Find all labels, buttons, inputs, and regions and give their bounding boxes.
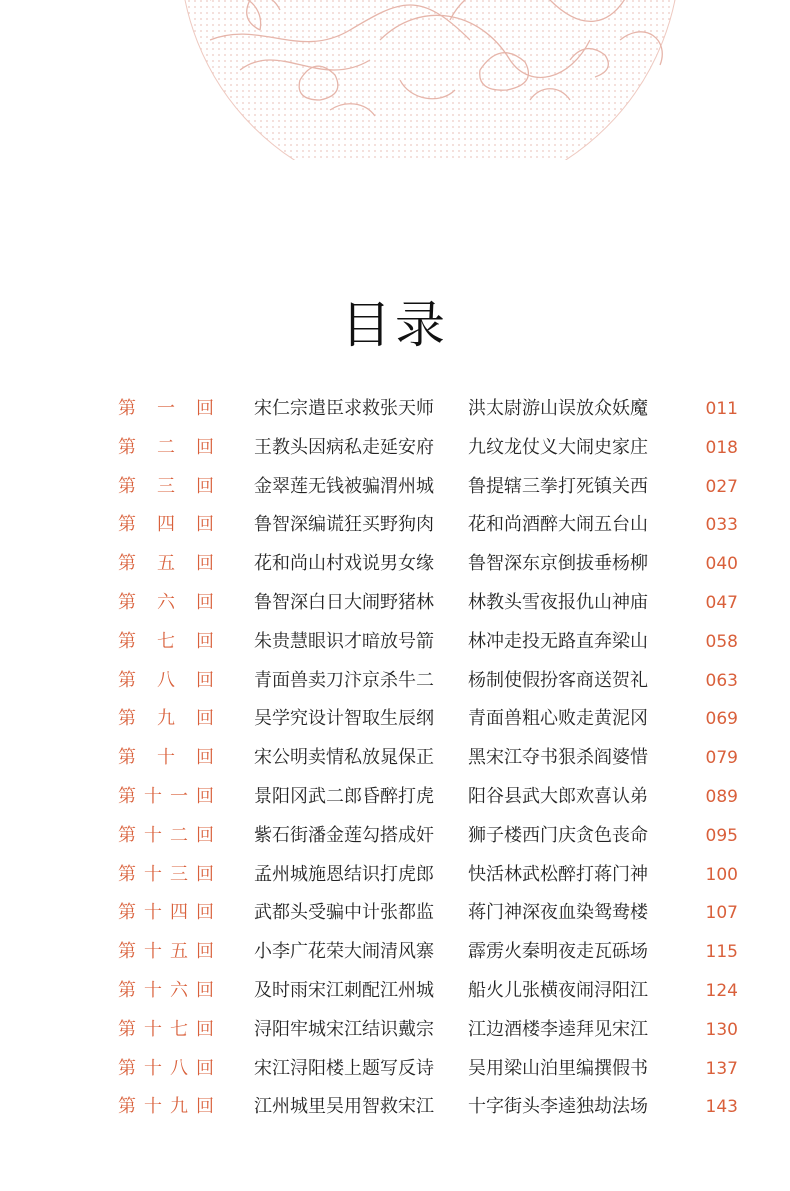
toc-row <box>0 1011 790 1050</box>
page-number: 115 <box>705 942 738 963</box>
page-title: 目录 <box>341 296 449 354</box>
chapter-number-char: 回 <box>196 747 214 769</box>
chapter-title-first: 及时雨宋江刺配江州城 <box>254 979 434 1001</box>
chapter-number-char: 七 <box>157 630 175 652</box>
page-number: 058 <box>705 631 738 652</box>
toc-row <box>0 545 790 584</box>
page-number: 018 <box>705 437 738 458</box>
chapter-number <box>116 933 216 972</box>
chapter-number <box>116 390 216 429</box>
chapter-number-char: 十 <box>144 863 162 885</box>
chapter-number-char: 第 <box>118 979 136 1001</box>
chapter-title-first: 孟州城施恩结识打虎郎 <box>254 863 434 885</box>
chapter-title-first: 宋公明卖情私放晁保正 <box>254 747 434 769</box>
chapter-number <box>116 817 216 856</box>
toc-row <box>0 1050 790 1089</box>
chapter-number <box>116 739 216 778</box>
chapter-number-char: 回 <box>196 436 214 458</box>
chapter-number-char: 第 <box>118 824 136 846</box>
chapter-title-second: 杨制使假扮客商送贺礼 <box>468 669 648 691</box>
chapter-number-char: 第 <box>118 941 136 963</box>
chapter-number-char: 回 <box>196 630 214 652</box>
chapter-number-char: 第 <box>118 436 136 458</box>
page-number: 095 <box>705 825 738 846</box>
chapter-number-char: 第 <box>118 1018 136 1040</box>
chapter-title-second: 十字街头李逵独劫法场 <box>468 1096 648 1118</box>
chapter-number-char: 回 <box>196 669 214 691</box>
chapter-title-first: 朱贵慧眼识才暗放号箭 <box>254 630 434 652</box>
chapter-number <box>116 778 216 817</box>
chapter-number-char: 第 <box>118 785 136 807</box>
toc-row <box>0 429 790 468</box>
chapter-number-char: 十 <box>144 1018 162 1040</box>
chapter-number-char: 回 <box>196 553 214 575</box>
chapter-number-char: 五 <box>170 941 188 963</box>
chapter-number-char: 第 <box>118 591 136 613</box>
page-number: 040 <box>705 554 738 575</box>
chapter-number-char: 十 <box>144 979 162 1001</box>
chapter-number-char: 第 <box>118 1096 136 1118</box>
chapter-title-second: 阳谷县武大郎欢喜认弟 <box>468 785 648 807</box>
table-of-contents <box>0 390 790 1127</box>
chapter-title-second: 船火儿张横夜闹浔阳江 <box>468 979 648 1001</box>
chapter-number-char: 回 <box>196 475 214 497</box>
chapter-number-char: 回 <box>196 1096 214 1118</box>
page-number: 033 <box>705 515 738 536</box>
toc-row <box>0 933 790 972</box>
page-number: 130 <box>705 1019 738 1040</box>
chapter-number <box>116 894 216 933</box>
page-number: 011 <box>705 399 738 419</box>
chapter-title-first: 宋仁宗遣臣求救张天师 <box>254 398 434 419</box>
chapter-number-char: 一 <box>157 398 175 419</box>
chapter-number-char: 十 <box>144 902 162 924</box>
toc-row <box>0 468 790 507</box>
chapter-number-char: 五 <box>157 553 175 575</box>
chapter-title-first: 花和尚山村戏说男女缘 <box>254 553 434 575</box>
chapter-number-char: 回 <box>196 902 214 924</box>
chapter-number <box>116 429 216 468</box>
chapter-number-char: 十 <box>157 747 175 769</box>
chapter-title-second: 鲁提辖三拳打死镇关西 <box>468 475 648 497</box>
toc-row <box>0 584 790 623</box>
chapter-number-char: 八 <box>170 1057 188 1079</box>
toc-row <box>0 894 790 933</box>
chapter-number <box>116 506 216 545</box>
page-number: 124 <box>705 980 738 1001</box>
toc-row <box>0 972 790 1011</box>
chapter-number-char: 回 <box>196 863 214 885</box>
chapter-number-char: 九 <box>157 708 175 730</box>
chapter-number-char: 第 <box>118 630 136 652</box>
chapter-number-char: 回 <box>196 398 214 419</box>
chapter-title-second: 快活林武松醉打蒋门神 <box>468 863 648 885</box>
chapter-number-char: 十 <box>144 824 162 846</box>
chapter-number-char: 十 <box>144 785 162 807</box>
chapter-title-first: 鲁智深白日大闹野猪林 <box>254 591 434 613</box>
chapter-title-second: 林教头雪夜报仇山神庙 <box>468 591 648 613</box>
chapter-number-char: 一 <box>170 785 188 807</box>
chapter-number-char: 二 <box>170 824 188 846</box>
toc-row <box>0 739 790 778</box>
chapter-number <box>116 468 216 507</box>
chapter-title-second: 九纹龙仗义大闹史家庄 <box>468 436 648 458</box>
chapter-number-char: 回 <box>196 1057 214 1079</box>
chapter-number-char: 十 <box>144 1057 162 1079</box>
chapter-number-char: 回 <box>196 1018 214 1040</box>
chapter-number-char: 第 <box>118 514 136 536</box>
chapter-title-first: 金翠莲无钱被骗渭州城 <box>254 475 434 497</box>
chapter-number-char: 回 <box>196 591 214 613</box>
chapter-title-second: 蒋门神深夜血染鸳鸯楼 <box>468 902 648 924</box>
chapter-number-char: 第 <box>118 398 136 419</box>
chapter-title-second: 花和尚酒醉大闹五台山 <box>468 514 648 536</box>
chapter-number-char: 七 <box>170 1018 188 1040</box>
chapter-number-char: 第 <box>118 553 136 575</box>
chapter-number-char: 十 <box>144 1096 162 1118</box>
chapter-title-second: 狮子楼西门庆贪色丧命 <box>468 824 648 846</box>
chapter-number-char: 六 <box>157 591 175 613</box>
chapter-number-char: 十 <box>144 941 162 963</box>
chapter-title-first: 武都头受骗中计张都监 <box>254 902 434 924</box>
chapter-number-char: 回 <box>196 708 214 730</box>
chapter-number <box>116 700 216 739</box>
toc-row <box>0 856 790 895</box>
chapter-title-first: 青面兽卖刀汴京杀牛二 <box>254 669 434 691</box>
chapter-title-first: 鲁智深编谎狂买野狗肉 <box>254 514 434 536</box>
toc-row <box>0 817 790 856</box>
chapter-number-char: 四 <box>170 902 188 924</box>
chapter-title-second: 洪太尉游山误放众妖魔 <box>468 398 648 419</box>
chapter-title-first: 小李广花荣大闹清风寨 <box>254 941 434 963</box>
chapter-number <box>116 623 216 662</box>
chapter-title-second: 霹雳火秦明夜走瓦砾场 <box>468 941 648 963</box>
chapter-title-second: 鲁智深东京倒拔垂杨柳 <box>468 553 648 575</box>
chapter-number-char: 回 <box>196 514 214 536</box>
chapter-number-char: 六 <box>170 979 188 1001</box>
chapter-title-second: 江边酒楼李逵拜见宋江 <box>468 1018 648 1040</box>
toc-row <box>0 506 790 545</box>
chapter-number-char: 第 <box>118 902 136 924</box>
page-number: 137 <box>705 1058 738 1079</box>
chapter-number-char: 三 <box>170 863 188 885</box>
chapter-title-first: 王教头因病私走延安府 <box>254 436 434 458</box>
chapter-number-char: 八 <box>157 669 175 691</box>
page-number: 079 <box>705 748 738 769</box>
chapter-number-char: 九 <box>170 1096 188 1118</box>
chapter-title-first: 宋江浔阳楼上题写反诗 <box>254 1057 434 1079</box>
page-number: 063 <box>705 670 738 691</box>
chapter-number <box>116 856 216 895</box>
chapter-title-second: 黑宋江夺书狠杀阎婆惜 <box>468 747 648 769</box>
chapter-number-char: 三 <box>157 475 175 497</box>
chapter-number-char: 回 <box>196 824 214 846</box>
chapter-number-char: 回 <box>196 941 214 963</box>
chapter-title-first: 浔阳牢城宋江结识戴宗 <box>254 1018 434 1040</box>
page-number: 100 <box>705 864 738 885</box>
page-number: 143 <box>705 1097 738 1118</box>
toc-row <box>0 700 790 739</box>
toc-row <box>0 623 790 662</box>
toc-row <box>0 1088 790 1127</box>
chapter-number-char: 二 <box>157 436 175 458</box>
chapter-number-char: 第 <box>118 747 136 769</box>
decorative-ornament <box>150 0 710 160</box>
chapter-title-first: 吴学究设计智取生辰纲 <box>254 708 434 730</box>
chapter-number <box>116 1050 216 1089</box>
chapter-number-char: 第 <box>118 863 136 885</box>
chapter-number-char: 回 <box>196 785 214 807</box>
chapter-title-first: 紫石街潘金莲勾搭成奸 <box>254 824 434 846</box>
chapter-title-first: 景阳冈武二郎昏醉打虎 <box>254 785 434 807</box>
page-number: 027 <box>705 476 738 497</box>
chapter-title-first: 江州城里吴用智救宋江 <box>254 1096 434 1118</box>
chapter-title-second: 青面兽粗心败走黄泥冈 <box>468 708 648 730</box>
chapter-title-second: 林冲走投无路直奔梁山 <box>468 630 648 652</box>
chapter-number-char: 回 <box>196 979 214 1001</box>
chapter-number <box>116 1011 216 1050</box>
page-number: 107 <box>705 903 738 924</box>
chapter-number <box>116 545 216 584</box>
page-number: 069 <box>705 709 738 730</box>
toc-row <box>0 390 790 429</box>
page-number: 089 <box>705 786 738 807</box>
chapter-title-second: 吴用梁山泊里编撰假书 <box>468 1057 648 1079</box>
chapter-number <box>116 662 216 701</box>
chapter-number-char: 第 <box>118 669 136 691</box>
chapter-number-char: 第 <box>118 1057 136 1079</box>
chapter-number <box>116 1088 216 1127</box>
chapter-number-char: 第 <box>118 475 136 497</box>
toc-row <box>0 778 790 817</box>
chapter-number <box>116 972 216 1011</box>
chapter-number <box>116 584 216 623</box>
page-number: 047 <box>705 592 738 613</box>
toc-row <box>0 662 790 701</box>
chapter-number-char: 第 <box>118 708 136 730</box>
chapter-number-char: 四 <box>157 514 175 536</box>
